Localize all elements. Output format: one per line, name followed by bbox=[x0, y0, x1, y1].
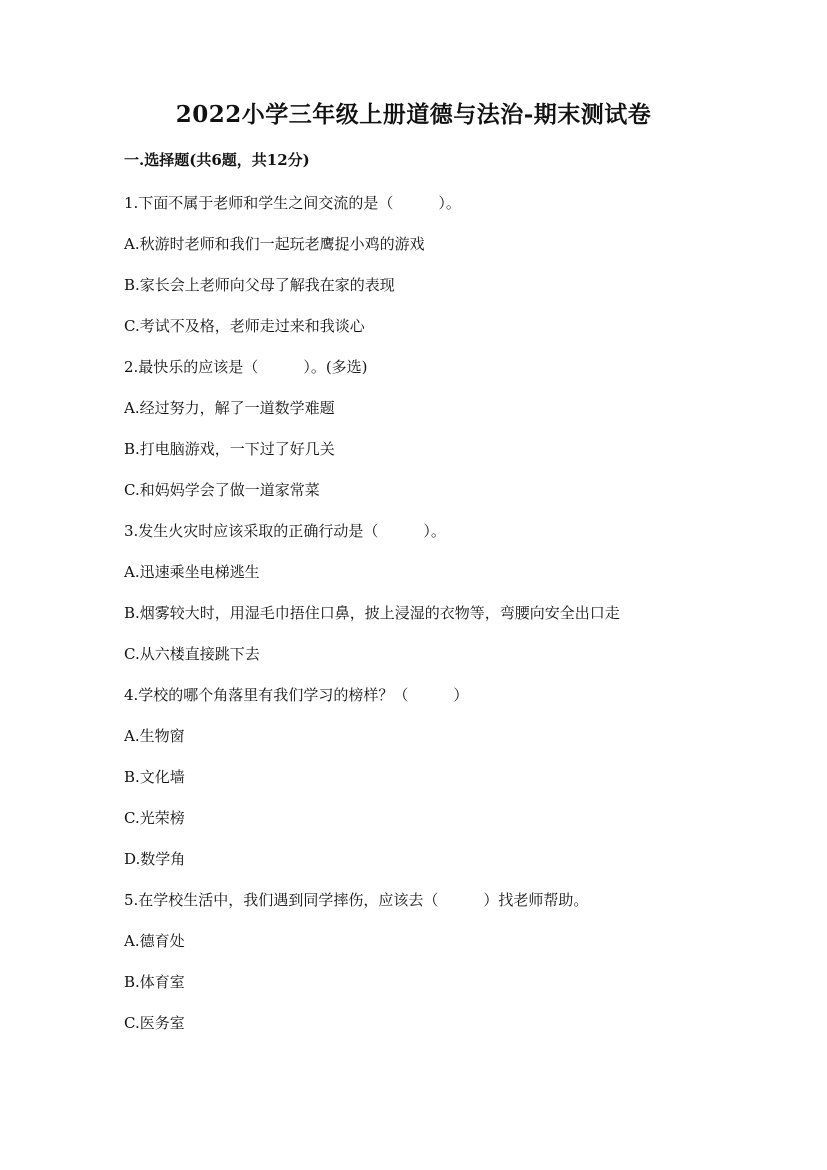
question-5-stem: 5.在学校生活中，我们遇到同学摔伤，应该去（ ）找老师帮助。 bbox=[124, 891, 589, 909]
section-heading: 一.选择题(共6题，共12分) bbox=[124, 151, 310, 169]
question-2-option-c: C.和妈妈学会了做一道家常菜 bbox=[124, 481, 320, 499]
question-1-stem: 1.下面不属于老师和学生之间交流的是（ ）。 bbox=[124, 194, 461, 212]
question-1-option-a: A.秋游时老师和我们一起玩老鹰捉小鸡的游戏 bbox=[124, 235, 425, 253]
question-2-stem: 2.最快乐的应该是（ ）。(多选) bbox=[124, 358, 368, 376]
question-4-option-c: C.光荣榜 bbox=[124, 809, 185, 827]
question-3-option-a: A.迅速乘坐电梯逃生 bbox=[124, 563, 260, 581]
question-4-option-b: B.文化墙 bbox=[124, 768, 185, 786]
question-5-option-c: C.医务室 bbox=[124, 1014, 185, 1032]
question-2-option-a: A.经过努力，解了一道数学难题 bbox=[124, 399, 335, 417]
question-3-option-b: B.烟雾较大时，用湿毛巾捂住口鼻，披上浸湿的衣物等，弯腰向安全出口走 bbox=[124, 604, 620, 622]
question-4-option-a: A.生物窗 bbox=[124, 727, 185, 745]
question-5-option-b: B.体育室 bbox=[124, 973, 185, 991]
question-4-stem: 4.学校的哪个角落里有我们学习的榜样？（ ） bbox=[124, 686, 469, 704]
question-4-option-d: D.数学角 bbox=[124, 850, 186, 868]
question-3-stem: 3.发生火灾时应该采取的正确行动是（ ）。 bbox=[124, 522, 446, 540]
question-5-option-a: A.德育处 bbox=[124, 932, 185, 950]
question-1-option-c: C.考试不及格，老师走过来和我谈心 bbox=[124, 317, 365, 335]
question-1-option-b: B.家长会上老师向父母了解我在家的表现 bbox=[124, 276, 395, 294]
question-2-option-b: B.打电脑游戏，一下过了好几关 bbox=[124, 440, 335, 458]
question-3-option-c: C.从六楼直接跳下去 bbox=[124, 645, 260, 663]
exam-title: 2022小学三年级上册道德与法治-期末测试卷 bbox=[175, 101, 652, 128]
